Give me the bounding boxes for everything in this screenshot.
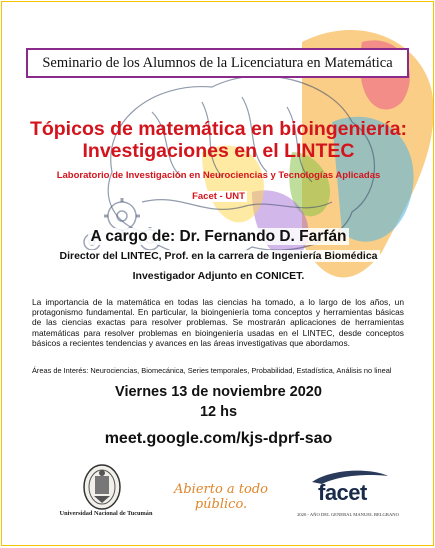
talk-title-line1: Tópicos de matemática en bioingeniería: [29,118,408,140]
meet-link[interactable]: meet.google.com/kjs-dprf-sao [104,430,333,447]
event-date: Viernes 13 de noviembre 2020 [115,384,322,400]
lab-name: Laboratorio de Investigación en Neurociencias y Tecnologías Aplicadas [56,170,381,181]
unt-name: Universidad Nacional de Tucumán [59,510,153,517]
seminar-title: Seminario de los Alumnos de la Licenciatura en Matemática [42,54,393,71]
areas-of-interest: Áreas de Interés: Neurociencias, Biomecánica, Series temporales, Probabilidad, Estadística, Análisis no lineal [32,366,392,375]
speaker-role-researcher [2,270,434,282]
seminar-banner [26,48,409,78]
facet-unt-text: Facet - UNT [192,191,245,202]
speaker-role-director [2,250,434,262]
unt-seal-logo [74,462,130,512]
speaker-text: A cargo de: Dr. Fernando D. Farfán [90,228,347,245]
description: La importancia de la matemática en todas las ciencias ha tomado, a lo largo de los años, un protagonismo fundamental. En particular, la bioingeniería toma conceptos y herramientas básicas de las ciencias exactas para resolver problemas. Se mostrarán aplicaciones de herramientas matemáticas para resolver problemas en bioingeniería usadas en el LINTEC, desde conceptos básicos a recientes tendencias y avances en las áreas investigativas que abordamos. [32,297,404,348]
public-note: Abierto a todo público. [173,482,269,512]
speaker-role-researcher-text: Investigador Adjunto en CONICET. [132,270,305,282]
speaker [2,228,434,246]
event-time: 12 hs [199,404,238,420]
speaker-role-director-text: Director del LINTEC, Prof. en la carrera de Ingeniería Biomédica [59,250,378,262]
facet-logo-text: facet [318,480,367,505]
facet-footer: 2020 - AÑO DEL GENERAL MANUEL BELGRANO [297,512,399,517]
poster [1,1,434,546]
facet-unt-tag [2,186,434,204]
talk-title-line2: Investigaciones en el LINTEC [82,140,355,162]
